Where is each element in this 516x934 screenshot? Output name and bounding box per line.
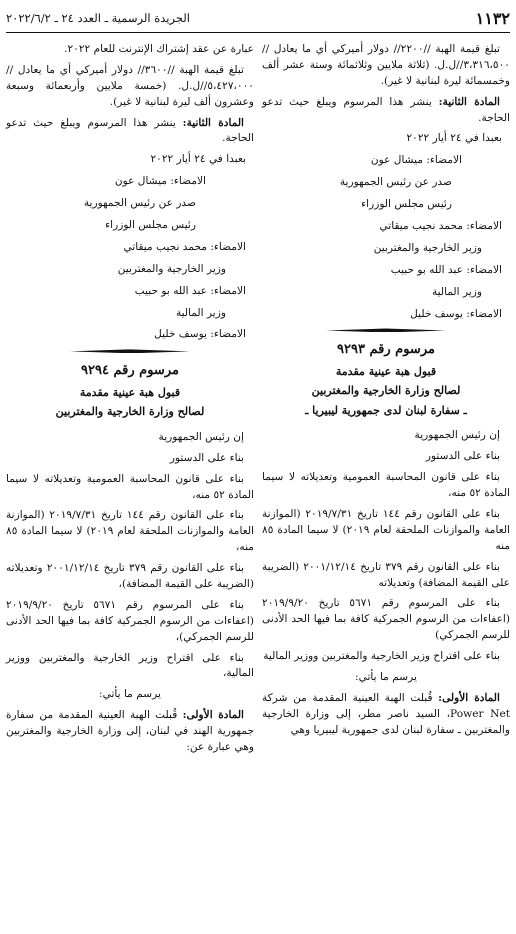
signature-block	[6, 152, 254, 343]
donation-value-paragraph: تبلغ قيمة الهبة //٣٦٠٠// دولار أميركي أي ما يعادل //٥،٤٢٧،٠٠٠//ل.ل. (خمسة ملايين وأربعمائة وسبعة وعشرون ألف ليرة لبنانية لا غير).	[6, 63, 254, 108]
gazette-issue-line: الجريدة الرسمية ـ العدد ٢٤ ـ ٢٠٢٢/٦/٢	[6, 11, 190, 26]
based-on-proposal: بناء على اقتراح وزير الخارجية والمغتربين ووزير المالية	[263, 650, 500, 663]
decrees-line: يرسم ما يأتي:	[355, 671, 417, 684]
president-signature: الامضاء: ميشال عون	[370, 154, 462, 167]
signing-date: بعبدا في ٢٤ أيار ٢٠٢٢	[150, 153, 246, 166]
based-on-law-379: بناء على القانون رقم ٣٧٩ تاريخ ٢٠٠١/١٢/١٤ وتعديلاته (الضريبة على القيمة المضافة)،	[6, 562, 254, 590]
based-on-constitution: بناء على الدستور	[169, 451, 244, 464]
donation-description: عبارة عن عقد إشتراك الإنترنت للعام ٢٠٢٢.	[64, 43, 254, 55]
decree-number: مرسوم رقم ٩٢٩٣	[337, 342, 435, 358]
pm-signature: الامضاء: محمد نجيب ميقاتي	[123, 240, 246, 253]
pm-signature: الامضاء: محمد نجيب ميقاتي	[379, 220, 502, 233]
article-2-label: المادة الثانية:	[182, 116, 244, 129]
page-header	[6, 6, 510, 33]
signing-date: بعبدا في ٢٤ أيار ٢٠٢٢	[406, 132, 502, 145]
based-on-law-379: بناء على القانون رقم ٣٧٩ تاريخ ٢٠٠١/١٢/١٤ (الضريبة على القيمة المضافة) وتعديلاته	[262, 560, 510, 589]
president-line: إن رئيس الجمهورية	[414, 429, 500, 442]
based-on-law-144: بناء على القانون رقم ١٤٤ تاريخ ٢٠١٩/٧/٣١ (الموازنة العامة والموازنات الملحقة لعام ٢٠١٩) لا سيما المادة ٨٥ منه،	[6, 509, 254, 554]
article-2-text: ينشر هذا المرسوم ويبلغ حيث تدعو الحاجة.	[262, 95, 510, 124]
decree-subject-line-1: قبول هبة عينية مقدمة	[335, 364, 437, 378]
article-1	[6, 708, 254, 756]
finance-minister-title: وزير المالية	[431, 285, 482, 298]
article-2	[6, 116, 254, 148]
signature-block	[262, 131, 510, 322]
article-2-label: المادة الثانية:	[438, 95, 500, 108]
based-on-law-144: بناء على القانون رقم ١٤٤ تاريخ ٢٠١٩/٧/٣١ (الموازنة العامة والموازنات الملحقة لعام ٢٠١٩) لا سيما المادة ٨٥ منه	[262, 508, 510, 552]
based-on-decree-5671: بناء على المرسوم رقم ٥٦٧١ تاريخ ٢٠١٩/٩/٢٠ (اعفاءات من الرسوم الجمركية كافة بما فيها الحد الأدنى للرسم الجمركي)	[262, 597, 510, 642]
president-line: إن رئيس الجمهورية	[158, 430, 244, 443]
section-divider	[326, 328, 446, 332]
foreign-minister-signature: الامضاء: عبد الله بو حبيب	[390, 263, 502, 276]
foreign-minister-title: وزير الخارجية والمغتربين	[373, 241, 482, 254]
article-2	[262, 95, 510, 127]
donation-value-paragraph: تبلغ قيمة الهبة //٢٢٠٠// دولار أميركي أي ما يعادل //٣،٣١٦،٥٠٠//ل.ل. (ثلاثة ملايين وثلاثمائة وستة عشر ألف وخمسمائة ليرة لبنانية لا غير).	[262, 43, 510, 87]
article-2-text: ينشر هذا المرسوم ويبلغ حيث تدعو الحاجة.	[6, 116, 254, 145]
decree-subject-line-2: لصالح وزارة الخارجية والمغتربين	[55, 405, 205, 419]
article-1	[262, 691, 510, 739]
page-number: ١١٣٢	[475, 9, 510, 28]
decree-subject-line-1: قبول هبة عينية مقدمة	[79, 385, 181, 399]
based-on-constitution: بناء على الدستور	[425, 450, 500, 463]
decree-title	[262, 340, 510, 360]
finance-minister-signature: الامضاء: يوسف خليل	[410, 307, 502, 320]
finance-minister-signature: الامضاء: يوسف خليل	[154, 328, 246, 341]
decree-subject-line-3: ـ سفارة لبنان لدى جمهورية ليبيريا ـ	[305, 403, 467, 417]
section-divider	[70, 349, 190, 353]
based-on-accounting-law: بناء على قانون المحاسبة العمومية وتعديلاته لا سيما المادة ٥٢ منه،	[262, 471, 510, 500]
based-on-proposal: بناء على اقتراح وزير الخارجية والمغتربين ووزير المالية،	[6, 651, 254, 680]
decree-number: مرسوم رقم ٩٢٩٤	[81, 363, 179, 379]
article-1-text: قُبلت الهبة العينية المقدمة من سفارة جمهورية الهند في لبنان، إلى وزارة الخارجية والمغتربين وهي عبارة عن:	[6, 709, 254, 753]
issued-by: صدر عن رئيس الجمهورية	[339, 176, 452, 189]
article-1-label: المادة الأولى:	[182, 709, 244, 722]
decree-title	[6, 361, 254, 381]
decrees-line: يرسم ما يأتي:	[99, 688, 161, 701]
based-on-accounting-law: بناء على قانون المحاسبة العمومية وتعديلاته لا سيما المادة ٥٢ منه،	[6, 472, 254, 501]
foreign-minister-title: وزير الخارجية والمغتربين	[117, 262, 226, 275]
decree-subject-line-2: لصالح وزارة الخارجية والمغتربين	[311, 384, 461, 398]
president-signature: الامضاء: ميشال عون	[114, 175, 206, 188]
pm-title: رئيس مجلس الوزراء	[361, 198, 452, 211]
left-column	[6, 42, 254, 930]
pm-title: رئيس مجلس الوزراء	[105, 219, 196, 232]
finance-minister-title: وزير المالية	[175, 306, 226, 319]
foreign-minister-signature: الامضاء: عبد الله بو حبيب	[134, 284, 246, 297]
issued-by: صدر عن رئيس الجمهورية	[83, 197, 196, 210]
right-column	[262, 42, 510, 930]
based-on-decree-5671: بناء على المرسوم رقم ٥٦٧١ تاريخ ٢٠١٩/٩/٢٠ (اعفاءات من الرسوم الجمركية كافة بما فيها الحد الأدنى للرسم الجمركي)،	[6, 598, 254, 643]
article-1-text: قُبلت الهبة العينية المقدمة من شركة Power Net، السيد ناصر مطر، إلى وزارة الخارجية والمغتربين ـ سفارة لبنان لدى جمهورية ليبيريا وهي	[262, 691, 510, 736]
article-1-label: المادة الأولى:	[438, 691, 500, 704]
